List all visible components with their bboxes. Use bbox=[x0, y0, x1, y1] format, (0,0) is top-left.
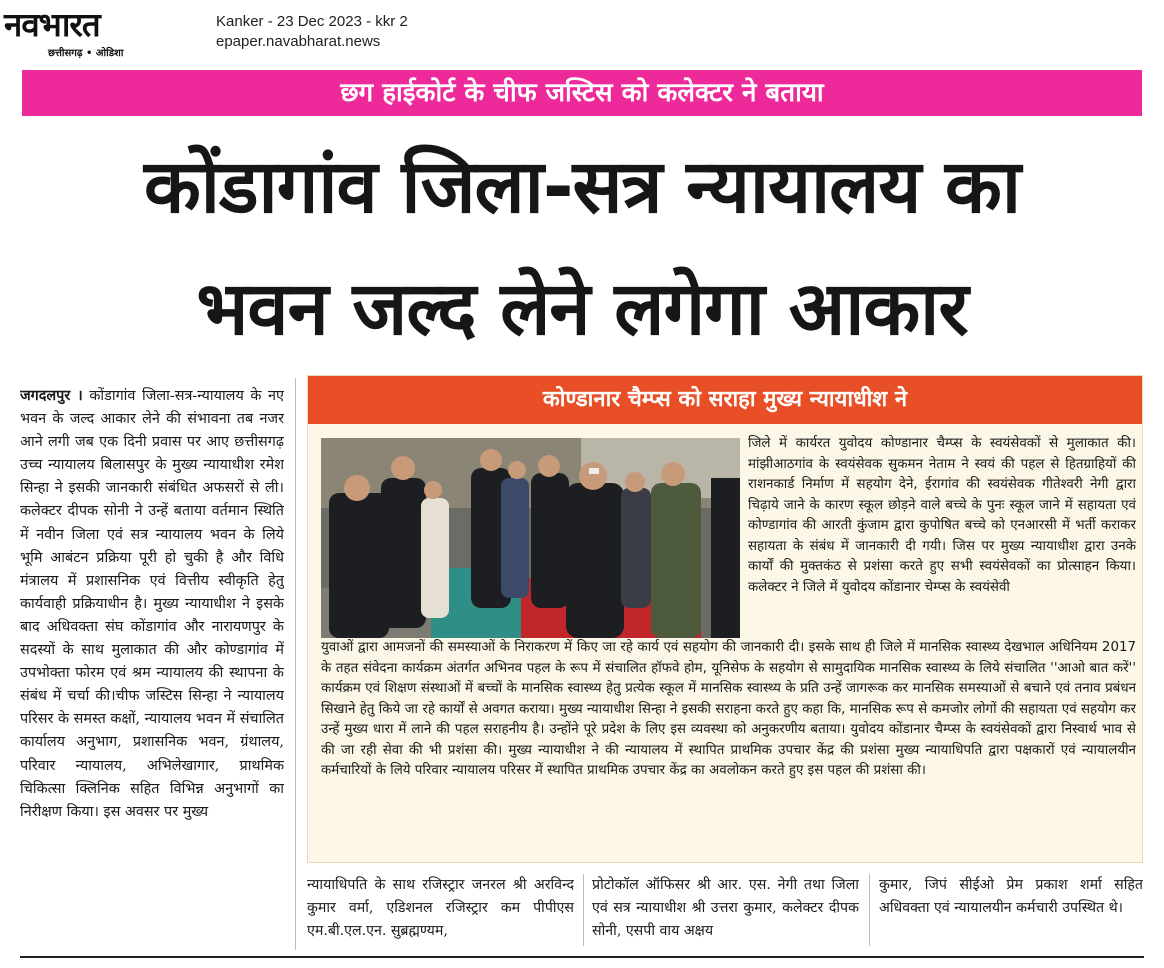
headline-line-2: भवन जल्द लेने लगेगा आकार bbox=[196, 266, 968, 352]
kicker-text: छग हाईकोर्ट के चीफ जस्टिस को कलेक्टर ने बताया bbox=[340, 78, 824, 108]
column-divider bbox=[869, 874, 870, 946]
box-text-full: युवाओं द्वारा आमजनों की समस्याओं के निराकरण में किए जा रहे कार्य एवं सहयोग की जानकारी दी। इसके साथ ही जिले में मानसिक स्वास्थ्य देखभाल अधिनियम 2017 के तहत संवेदना कार्यक्रम अंतर्गत अभिनव पहल के रूप में संचालित हॉफवे होम, यूनिसेफ के सहयोग से सामुदायिक मानसिक स्वास्थ्य के लिये संचालित ''आओ बात करें'' कार्यक्रम एवं शिक्षण संस्थाओं में बच्चों के मानसिक स्वास्थ्य हेतु प्रत्येक स्कूल में मानसिक स्वास्थ्य के प्रति उन्हें जागरूक कर मानसिक समस्याओं से बचाने एवं तनाव प्रबंधन सिखाने हेतु किये जा रहे कार्यों से अवगत कराया। मुख्य न्यायाधीश सिन्हा ने इसकी सराहना करते हुए कहा कि, मानसिक रूप से कमजोर लोगों की सहायता एवं सहयोग कर उन्हें मुख्य धारा में लाने की पहल सराहनीय है। उन्होंने पूरे प्रदेश के लिए इस व्यवस्था को अनुकरणीय बताया। युवोदय कोंडानार चैम्प्स के स्वयंसेवकों द्वारा निस्वार्थ भाव से की जा रही सेवा की भी प्रशंसा की। मुख्य न्यायाधीश ने की न्यायालय में स्थापित प्राथमिक उपचार केंद्र की प्रशंसा मुख्य न्यायाधिपति द्वारा पक्षकारों एवं न्यायालयीन कर्मचारियों के लिये परिवार न्यायालय परिसर में स्थापित प्राथमिक उपचार केंद्र का अवलोकन करते हुए इस पहल की प्रशंसा की। bbox=[321, 640, 1136, 778]
box-text-top: जिले में कार्यरत युवोदय कोण्डानार चैम्प्स के स्वयंसेवकों से मुलाकात की। मांझीआठगांव के स्वयंसेवक सुकमन नेताम ने स्वयं की पहल से हितग्राहियों की राशनकार्ड निर्माण में सहयोग देने, ईरागांव की स्वयंसेवक गीतेश्वरी नेगी द्वारा चिढ़ाये जाने के कारण स्कूल छोड़ने वाले बच्चे के पुनः स्कूल जाने में सहायता एवं कोण्डागांव की आरती कुंजाम द्वारा कुपोषित बच्चे को एनआरसी में भर्ती कराकर सहायता के संबंध में जानकारी दी गयी। जिस पर मुख्य न्यायाधीश द्वारा उनके कार्यों की मुक्तकंठ से प्रशंसा करते हुए सभी स्वयंसेवकों का प्रोत्साहन किया। कलेक्टर ने जिले में युवोदय कोंडानार चेम्प्स के स्वयंसेवी bbox=[748, 436, 1136, 595]
edition-line: Kanker - 23 Dec 2023 - kkr 2 bbox=[216, 13, 408, 30]
box-title: कोण्डानार चैम्प्स को सराहा मुख्य न्यायाधीश ने bbox=[542, 387, 908, 412]
dateline: जगदलपुर । bbox=[20, 387, 83, 404]
logo-text: नवभारत bbox=[4, 5, 100, 44]
bottom-rule bbox=[20, 956, 1144, 958]
masthead bbox=[0, 0, 1164, 64]
edition-url: epaper.navabharat.news bbox=[216, 33, 381, 50]
box-title-bar bbox=[308, 376, 1142, 424]
logo-subtitle: छत्तीसगढ़ • ओडिशा bbox=[48, 48, 124, 59]
bottom-column-1: न्यायाधिपति के साथ रजिस्ट्रार जनरल श्री अरविन्द कुमार वर्मा, एडिशनल रजिस्ट्रार कम पीपीएस एम.बी.एल.एन. सुब्रह्मण्यम, bbox=[307, 877, 574, 939]
newspaper-logo bbox=[4, 5, 196, 59]
news-photo bbox=[321, 438, 740, 638]
left-column-article bbox=[20, 384, 284, 950]
column-divider bbox=[583, 874, 584, 946]
headline bbox=[20, 126, 1144, 370]
headline-line-1: कोंडागांव जिला-सत्र न्यायालय का bbox=[143, 144, 1021, 230]
bottom-column-2: प्रोटोकॉल ऑफिसर श्री आर. एस. नेगी तथा जिला एवं सत्र न्यायाधीश श्री उत्तरा कुमार, कलेक्टर दीपक सोनी, एसपी वाय अक्षय bbox=[592, 877, 859, 939]
sidebar-box bbox=[307, 375, 1143, 863]
kicker-bar bbox=[22, 70, 1142, 116]
left-column-text: कोंडागांव जिला-सत्र-न्यायालय के नए भवन के जल्द आकार लेने की संभावना तब नजर आने लगी जब एक दिनी प्रवास पर आए छत्तीसगढ़ उच्च न्यायालय बिलासपुर के मुख्य न्यायाधीश रमेश सिन्हा ने इसकी जानकारी संबंधित अफसरों से ली। कलेक्टर दीपक सोनी ने उन्हें बताया वर्तमान स्थिति में नवीन जिला एवं सत्र न्यायालय भवन के लिये भूमि आबंटन प्रक्रिया पूरी हो चुकी है और विधि मंत्रालय में प्रशासनिक एवं वित्तीय स्वीकृति हेतु कार्यवाही प्रक्रियाधीन है। मुख्य न्यायाधीश ने इसके बाद अधिवक्ता संघ कोंडागांव और नारायणपुर के सदस्यों के साथ मुलाकात की और कोण्डागांव में उपभोक्ता फोरम एवं श्रम न्यायालय की स्थापना के संबंध में चर्चा की।चीफ जस्टिस सिन्हा ने न्यायालय परिसर के समस्त कक्षों, न्यायालय भवन में संचालित कार्यालय अनुभाग, प्रशासनिक भवन, ग्रंथालय, परिवार न्यायालय, अभिलेखागार, प्राथमिक चिकित्सा क्लिनिक सहित विभिन्न अनुभागों का निरीक्षण किया। इस अवसर पर मुख्य bbox=[20, 388, 284, 820]
bottom-column-3: कुमार, जिपं सीईओ प्रेम प्रकाश शर्मा सहित अधिवक्ता एवं न्यायालयीन कर्मचारी उपस्थित थे। bbox=[879, 877, 1143, 916]
column-divider bbox=[295, 378, 296, 950]
edition-info bbox=[216, 12, 408, 52]
